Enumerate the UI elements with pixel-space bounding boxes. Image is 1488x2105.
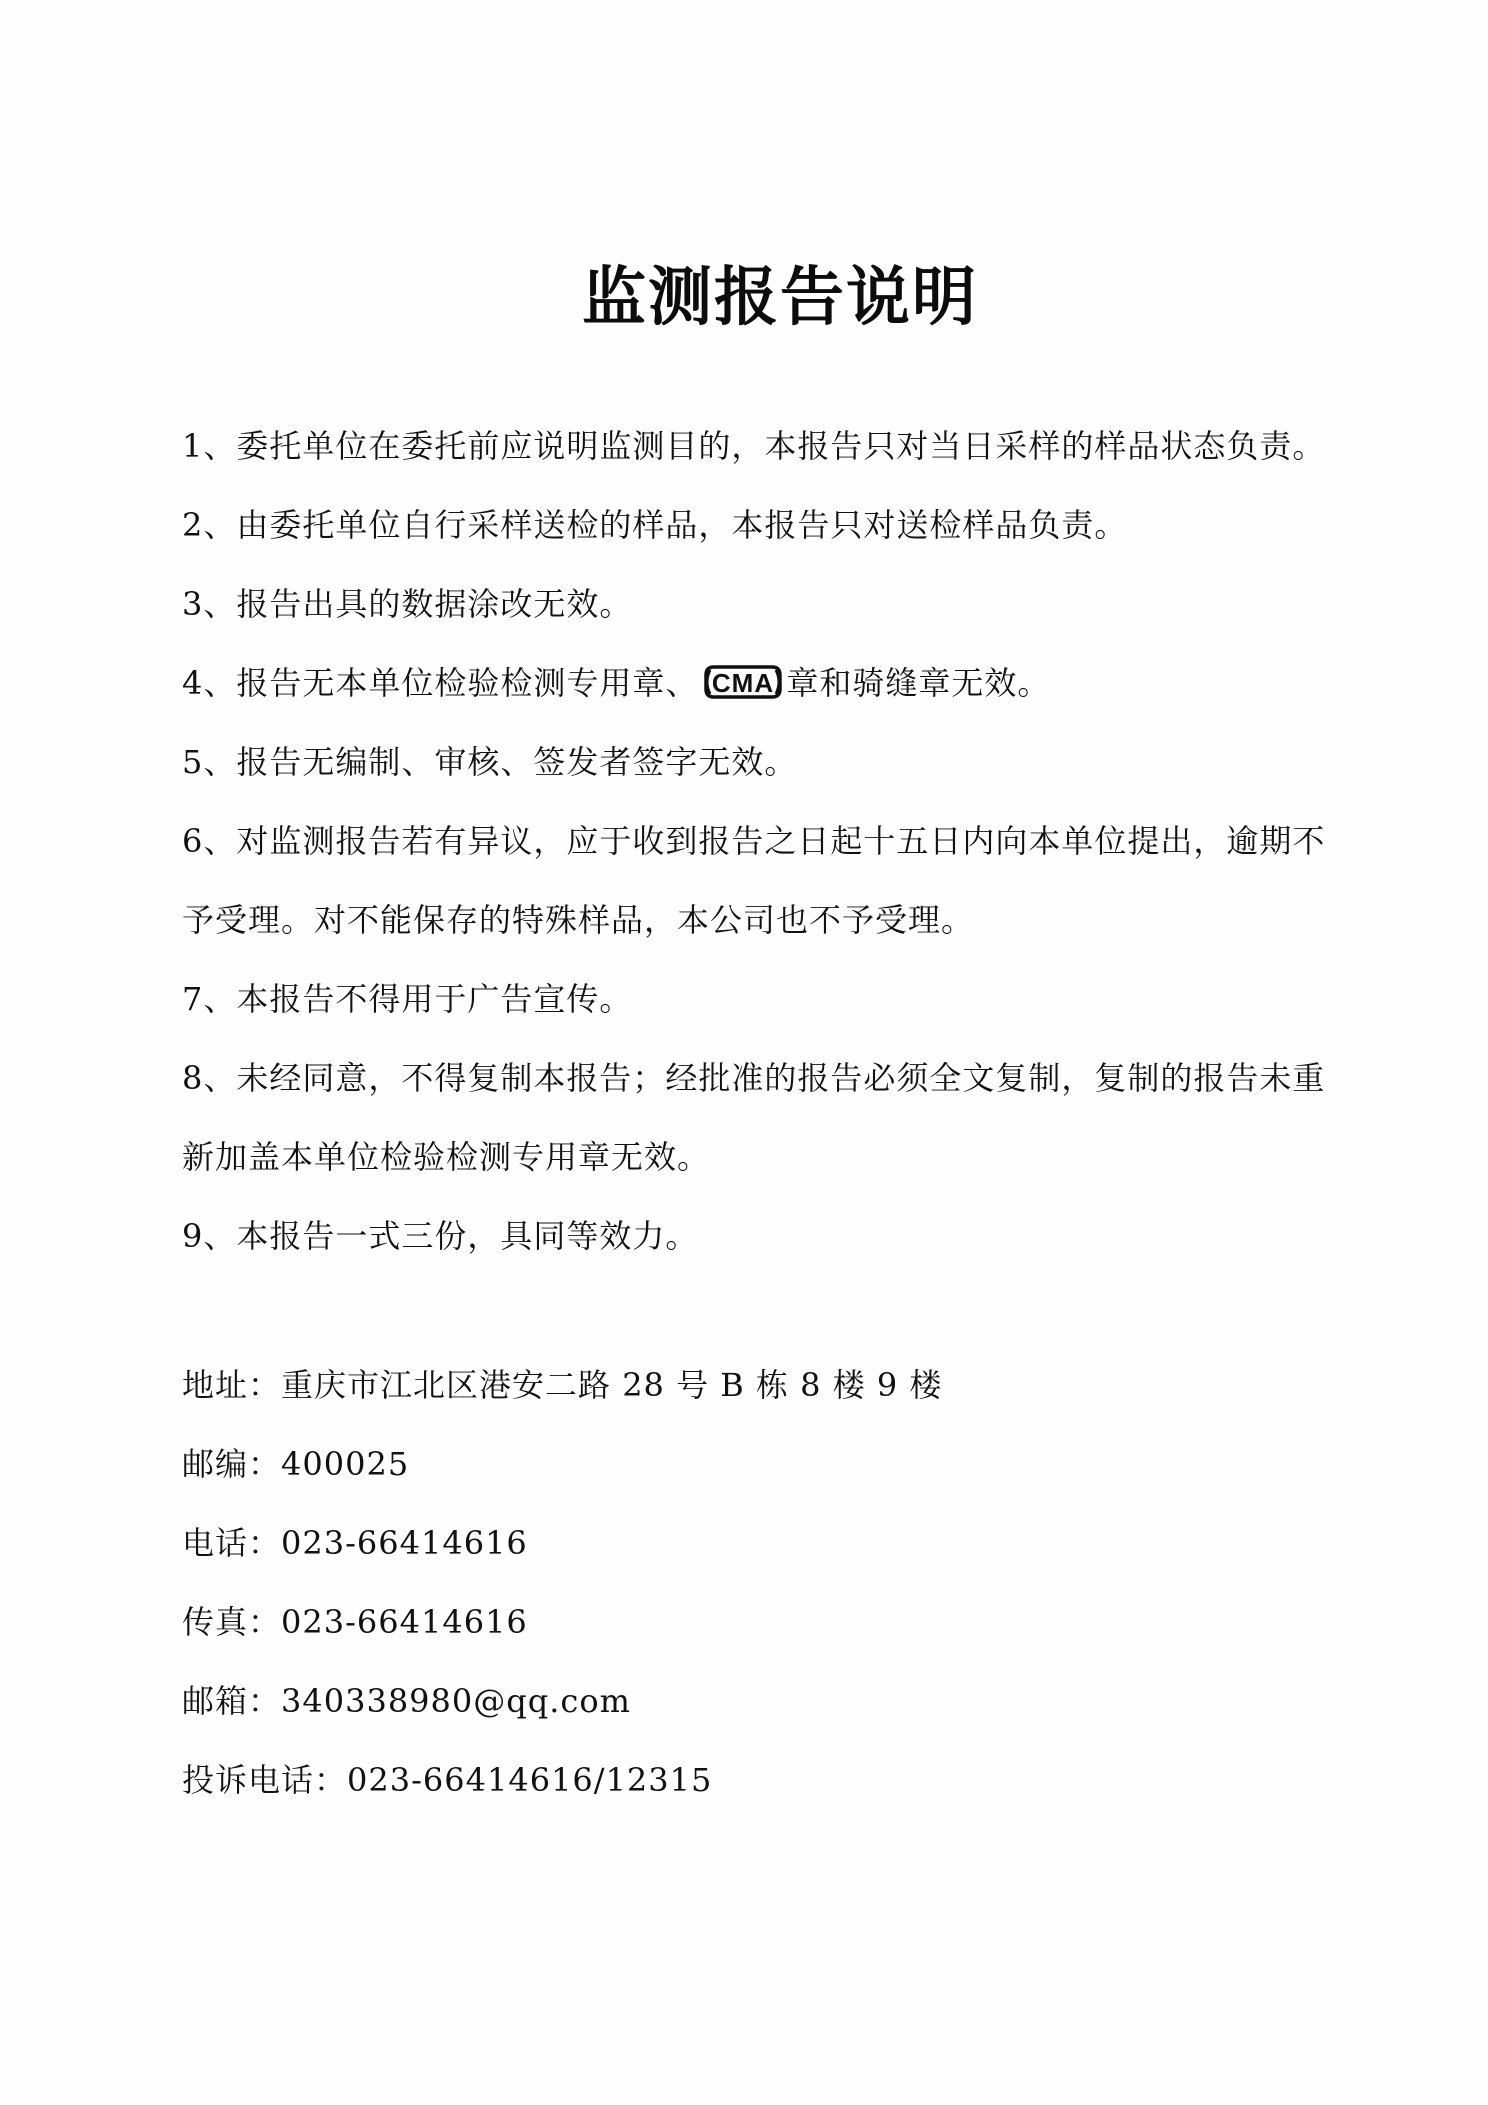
item-separator: 、: [203, 427, 237, 465]
item-separator: 、: [203, 980, 237, 1018]
complaint-phone-label: 投诉电话：: [182, 1761, 348, 1799]
list-item: [182, 505, 1127, 545]
phone-value: 023-66414616: [281, 1524, 528, 1562]
list-item: [182, 426, 1325, 466]
address-label: 地址：: [182, 1366, 282, 1404]
item-text-after: 章和骑缝章无效。: [786, 664, 1051, 702]
item-text: 由委托单位自行采样送检的样品，本报告只对送检样品负责。: [236, 506, 1128, 544]
item-separator: 、: [203, 506, 237, 544]
item-text: 本报告不得用于广告宣传。: [236, 980, 633, 1018]
cma-mark-text: CMA: [712, 668, 775, 698]
item-number: 1: [182, 427, 204, 465]
list-item-continuation: 予受理。对不能保存的特殊样品，本公司也不予受理。: [182, 901, 975, 939]
item-number: 5: [182, 743, 204, 781]
list-item: [182, 1216, 698, 1256]
item-text: 报告无编制、审核、签发者签字无效。: [236, 743, 798, 781]
postcode-line: [182, 1444, 409, 1484]
list-item: [182, 742, 797, 782]
postcode-value: 400025: [281, 1445, 410, 1483]
item-number: 9: [182, 1217, 204, 1255]
item-text: 委托单位在委托前应说明监测目的，本报告只对当日采样的样品状态负责。: [236, 427, 1326, 465]
phone-line: [182, 1523, 528, 1563]
item-number: 7: [182, 980, 204, 1018]
item-separator: 、: [203, 585, 237, 623]
page-title: 监测报告说明: [582, 261, 978, 335]
list-item: [182, 663, 1050, 703]
item-separator: 、: [203, 822, 237, 860]
email-value: 340338980@qq.com: [281, 1682, 631, 1720]
email-label: 邮箱：: [182, 1682, 282, 1720]
address-line: [182, 1365, 942, 1405]
email-line: [182, 1681, 631, 1721]
item-separator: 、: [203, 743, 237, 781]
fax-value: 023-66414616: [281, 1603, 528, 1641]
list-item: [182, 979, 632, 1019]
cma-mark-icon: [700, 664, 784, 700]
complaint-phone-value: 023-66414616/12315: [347, 1761, 713, 1799]
fax-label: 传真：: [182, 1603, 282, 1641]
item-number: 4: [182, 664, 204, 702]
item-number: 8: [182, 1059, 204, 1097]
postcode-label: 邮编：: [182, 1445, 282, 1483]
list-item: [182, 1058, 1325, 1098]
complaint-phone-line: [182, 1760, 712, 1800]
item-text: 对监测报告若有异议，应于收到报告之日起十五日内向本单位提出，逾期不: [236, 822, 1326, 860]
list-item-continuation: 新加盖本单位检验检测专用章无效。: [182, 1138, 711, 1176]
list-item: [182, 584, 632, 624]
phone-label: 电话：: [182, 1524, 282, 1562]
item-text-before: 报告无本单位检验检测专用章、: [236, 664, 699, 702]
item-separator: 、: [203, 1217, 237, 1255]
item-number: 6: [182, 822, 204, 860]
item-text: 未经同意，不得复制本报告；经批准的报告必须全文复制，复制的报告未重: [236, 1059, 1326, 1097]
item-text: 本报告一式三份，具同等效力。: [236, 1217, 699, 1255]
fax-line: [182, 1602, 528, 1642]
address-value: 重庆市江北区港安二路 28 号 B 栋 8 楼 9 楼: [281, 1366, 943, 1404]
item-number: 3: [182, 585, 204, 623]
item-text: 报告出具的数据涂改无效。: [236, 585, 633, 623]
list-item: [182, 821, 1325, 861]
item-separator: 、: [203, 664, 237, 702]
item-number: 2: [182, 506, 204, 544]
item-separator: 、: [203, 1059, 237, 1097]
